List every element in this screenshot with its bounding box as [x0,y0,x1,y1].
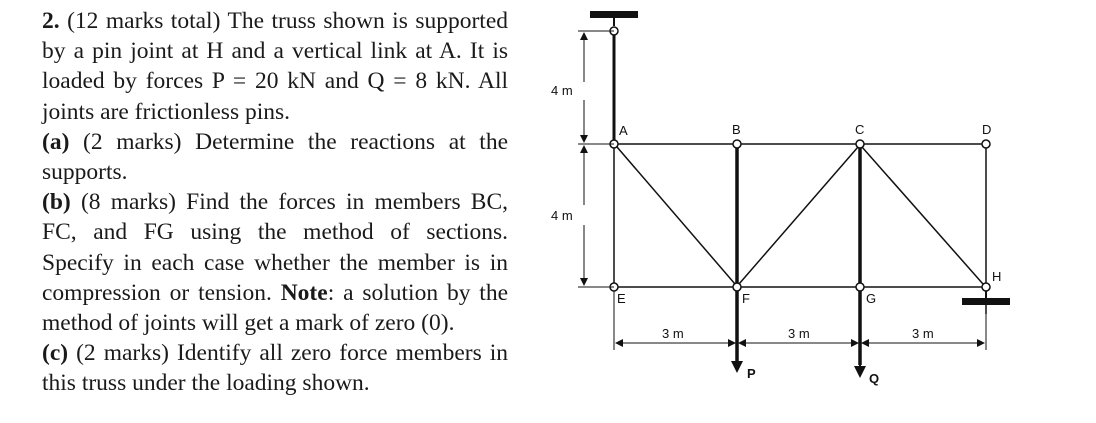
dim-label-span2: 3 m [788,326,810,341]
question-marks: (12 marks total) [67,8,221,34]
dim-label-link: 4 m [551,83,573,98]
dimension-lines [578,31,986,350]
load-label-P: P [747,366,756,381]
joint-H [982,283,990,291]
joint-F [733,283,741,291]
truss-diagram [540,0,1040,400]
part-b-marks: (8 marks) [80,189,176,216]
label-E: E [617,291,626,306]
part-c-marks: (2 marks) [76,340,169,367]
pin-base [962,298,1010,305]
dim-label-span3: 3 m [912,326,934,341]
dim-label-truss: 4 m [551,208,573,223]
member-FC [739,147,858,284]
label-A: A [619,123,628,138]
label-G: G [866,291,877,306]
dim-label-span1: 3 m [662,326,684,341]
member-AF [617,147,735,284]
question-body [42,6,508,127]
question-text [42,6,508,399]
label-D: D [982,122,992,137]
part-a-marks: (2 marks) [83,128,182,155]
label-F: F [742,291,750,306]
ceiling-bar [590,11,638,18]
label-H: H [992,269,1002,284]
joint-B [733,140,741,148]
label-C: C [855,122,865,137]
part-b [42,187,508,338]
member-CH [862,147,983,284]
part-b-label: (b) [42,189,71,216]
part-b-text: Find the forces in members BC, FC, and FG using the method of sections. Specify in each case whether the member is in compression or tension. [42,189,509,306]
part-c-label: (c) [42,340,69,367]
load-label-Q: Q [869,371,880,386]
note-label: Note [280,279,328,306]
joint-D [982,140,990,148]
question-number: 2. [42,8,60,34]
joint-G [856,283,864,291]
part-a [42,127,508,187]
part-a-label: (a) [42,128,70,155]
part-a-text: Determine the reactions at the supports. [42,128,508,186]
joint-C [856,140,864,148]
truss-joints [610,140,990,291]
label-B: B [732,122,741,137]
question-intro: The truss shown is supported by a pin joint at H and a vertical link at A. It is loaded by forces P = 20 kN and Q = 8 kN. All joints are frictionless pins. [42,8,509,125]
part-c [42,338,508,398]
part-c-text: Identify all zero force members in this truss under the loading shown. [42,340,509,397]
note-text: : a solution by the method of joints will get a mark of zero (0). [42,279,509,337]
